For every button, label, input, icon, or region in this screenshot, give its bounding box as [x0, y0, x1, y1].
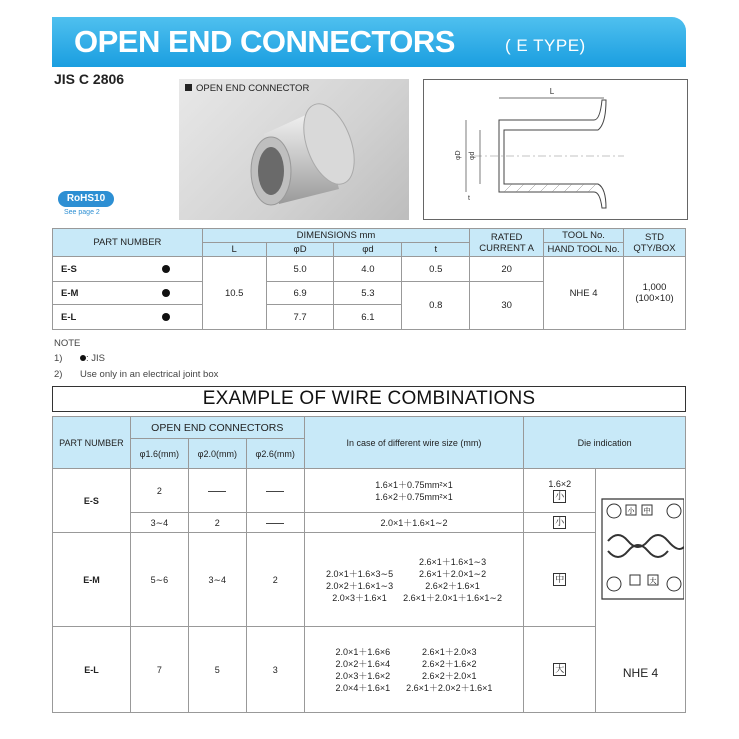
jis-dot-icon [162, 289, 170, 297]
spec-l-value: 10.5 [202, 257, 266, 330]
jis-dot-icon [162, 265, 170, 273]
note-2: 2) Use only in an electrical joint box [54, 369, 219, 380]
dash [266, 523, 284, 524]
examples-title: EXAMPLE OF WIRE COMBINATIONS [52, 386, 686, 412]
title-banner [52, 17, 686, 67]
spec-header-tool: TOOL No. [544, 229, 624, 243]
spec-header-part-number: PART NUMBER [53, 229, 203, 257]
drawing-id-label: φd [469, 151, 476, 160]
die-small-mark: 小 [555, 491, 565, 501]
photo-label: OPEN END CONNECTOR [185, 83, 309, 94]
die-tool-cell [596, 469, 686, 713]
drawing-l-label: L [549, 87, 555, 96]
page-subtitle: ( E TYPE) [505, 36, 586, 55]
die-large-mark: 大 [555, 664, 565, 674]
wire-header-die: Die indication [524, 417, 686, 469]
connector-drawing-icon [424, 80, 689, 221]
spec-header-std: STD QTY/BOX [623, 229, 685, 257]
spec-tool: NHE 4 [544, 257, 624, 330]
spec-header-hand-tool: HAND TOOL No. [544, 243, 624, 257]
product-photo [179, 79, 409, 220]
spec-header-t: t [402, 243, 470, 257]
jis-dot-icon [162, 313, 170, 321]
wire-header-part-number: PART NUMBER [53, 417, 131, 469]
die-mark-small: 小 [627, 507, 635, 515]
die-mark-large: 大 [649, 577, 657, 585]
standard-label: JIS C 2806 [54, 71, 125, 87]
connector-photo-icon [179, 79, 409, 220]
wire-header-open-end: OPEN END CONNECTORS [130, 417, 304, 439]
dash [208, 491, 226, 492]
spec-table: PART NUMBER DIMENSIONS mm RATED CURRENT A TOOL No. STD QTY/BOX L φD φd t HAND TOOL No. E-S 10.5 5.0 4.0 0.5 20 NHE 4 1,000 (100×10) E-M 6.9 5.3 0.8 30 E-L 7.7 6.1 [52, 228, 686, 330]
wire-header-different: In case of different wire size (mm) [304, 417, 524, 469]
dash [266, 491, 284, 492]
die-medium-mark: 中 [555, 574, 565, 584]
wire-row-el: E-L [53, 627, 131, 713]
wire-combination-table: PART NUMBER OPEN END CONNECTORS In case of different wire size (mm) Die indication φ1.6(mm) φ2.0(mm) φ2.6(mm) E-S 2 1.6×1＋0.75mm²×1 1.6×2＋0.75mm²×1 1.6×2 小 小 中 大 NHE 4 3∼4 2 2.0×1＋1.6×1∼2 小 E-M 5∼6 3∼4 2 2.0×1＋1.6×3∼5 2.0×2＋1.6×1∼3 2.0×3＋1.6×1 2.6×1＋1.6×1∼3 2.6×1＋2.0×1∼2 2.6×2＋1.6×1 2.6×1＋2.0×1＋1.6×1∼2 中 E-L 7 5 3 2.0×1＋1.6×6 2.0×2＋1.6×4 2.0×3＋1.6×2 2.0×4＋1.6×1 2.6×1＋2.0×3 2.6×2＋1.6×2 2.6×2＋2.0×1 2.6×1＋2.0×2＋1.6×1 大 [52, 416, 686, 713]
spec-current-shared: 30 [470, 282, 544, 330]
spec-header-l: L [202, 243, 266, 257]
spec-header-rated: RATED CURRENT A [470, 229, 544, 257]
rohs-note: See page 2 [64, 209, 100, 216]
note-title: NOTE [54, 338, 81, 349]
drawing-od-label: φD [455, 150, 462, 160]
spec-header-od: φD [266, 243, 334, 257]
note-1: 1) : JIS [54, 353, 106, 364]
wire-row-em: E-M [53, 533, 131, 627]
rohs-badge: RoHS10 [58, 191, 114, 207]
dimension-drawing [423, 79, 688, 220]
die-mark-medium: 中 [643, 507, 651, 515]
page-title: OPEN END CONNECTORS [74, 24, 455, 59]
drawing-t-label: t [468, 195, 470, 202]
crimp-tool-icon [596, 489, 684, 609]
die-tool-label: NHE 4 [622, 666, 659, 680]
spec-qty: 1,000 (100×10) [623, 257, 685, 330]
die-small-mark: 小 [555, 517, 565, 527]
spec-t-shared: 0.8 [402, 282, 470, 330]
table-row: E-S [53, 257, 203, 282]
spec-header-dimensions: DIMENSIONS mm [202, 229, 469, 243]
table-row: E-M [53, 282, 203, 305]
wire-row-es: E-S [53, 469, 131, 533]
spec-header-id: φd [334, 243, 402, 257]
table-row: E-L [53, 305, 203, 330]
